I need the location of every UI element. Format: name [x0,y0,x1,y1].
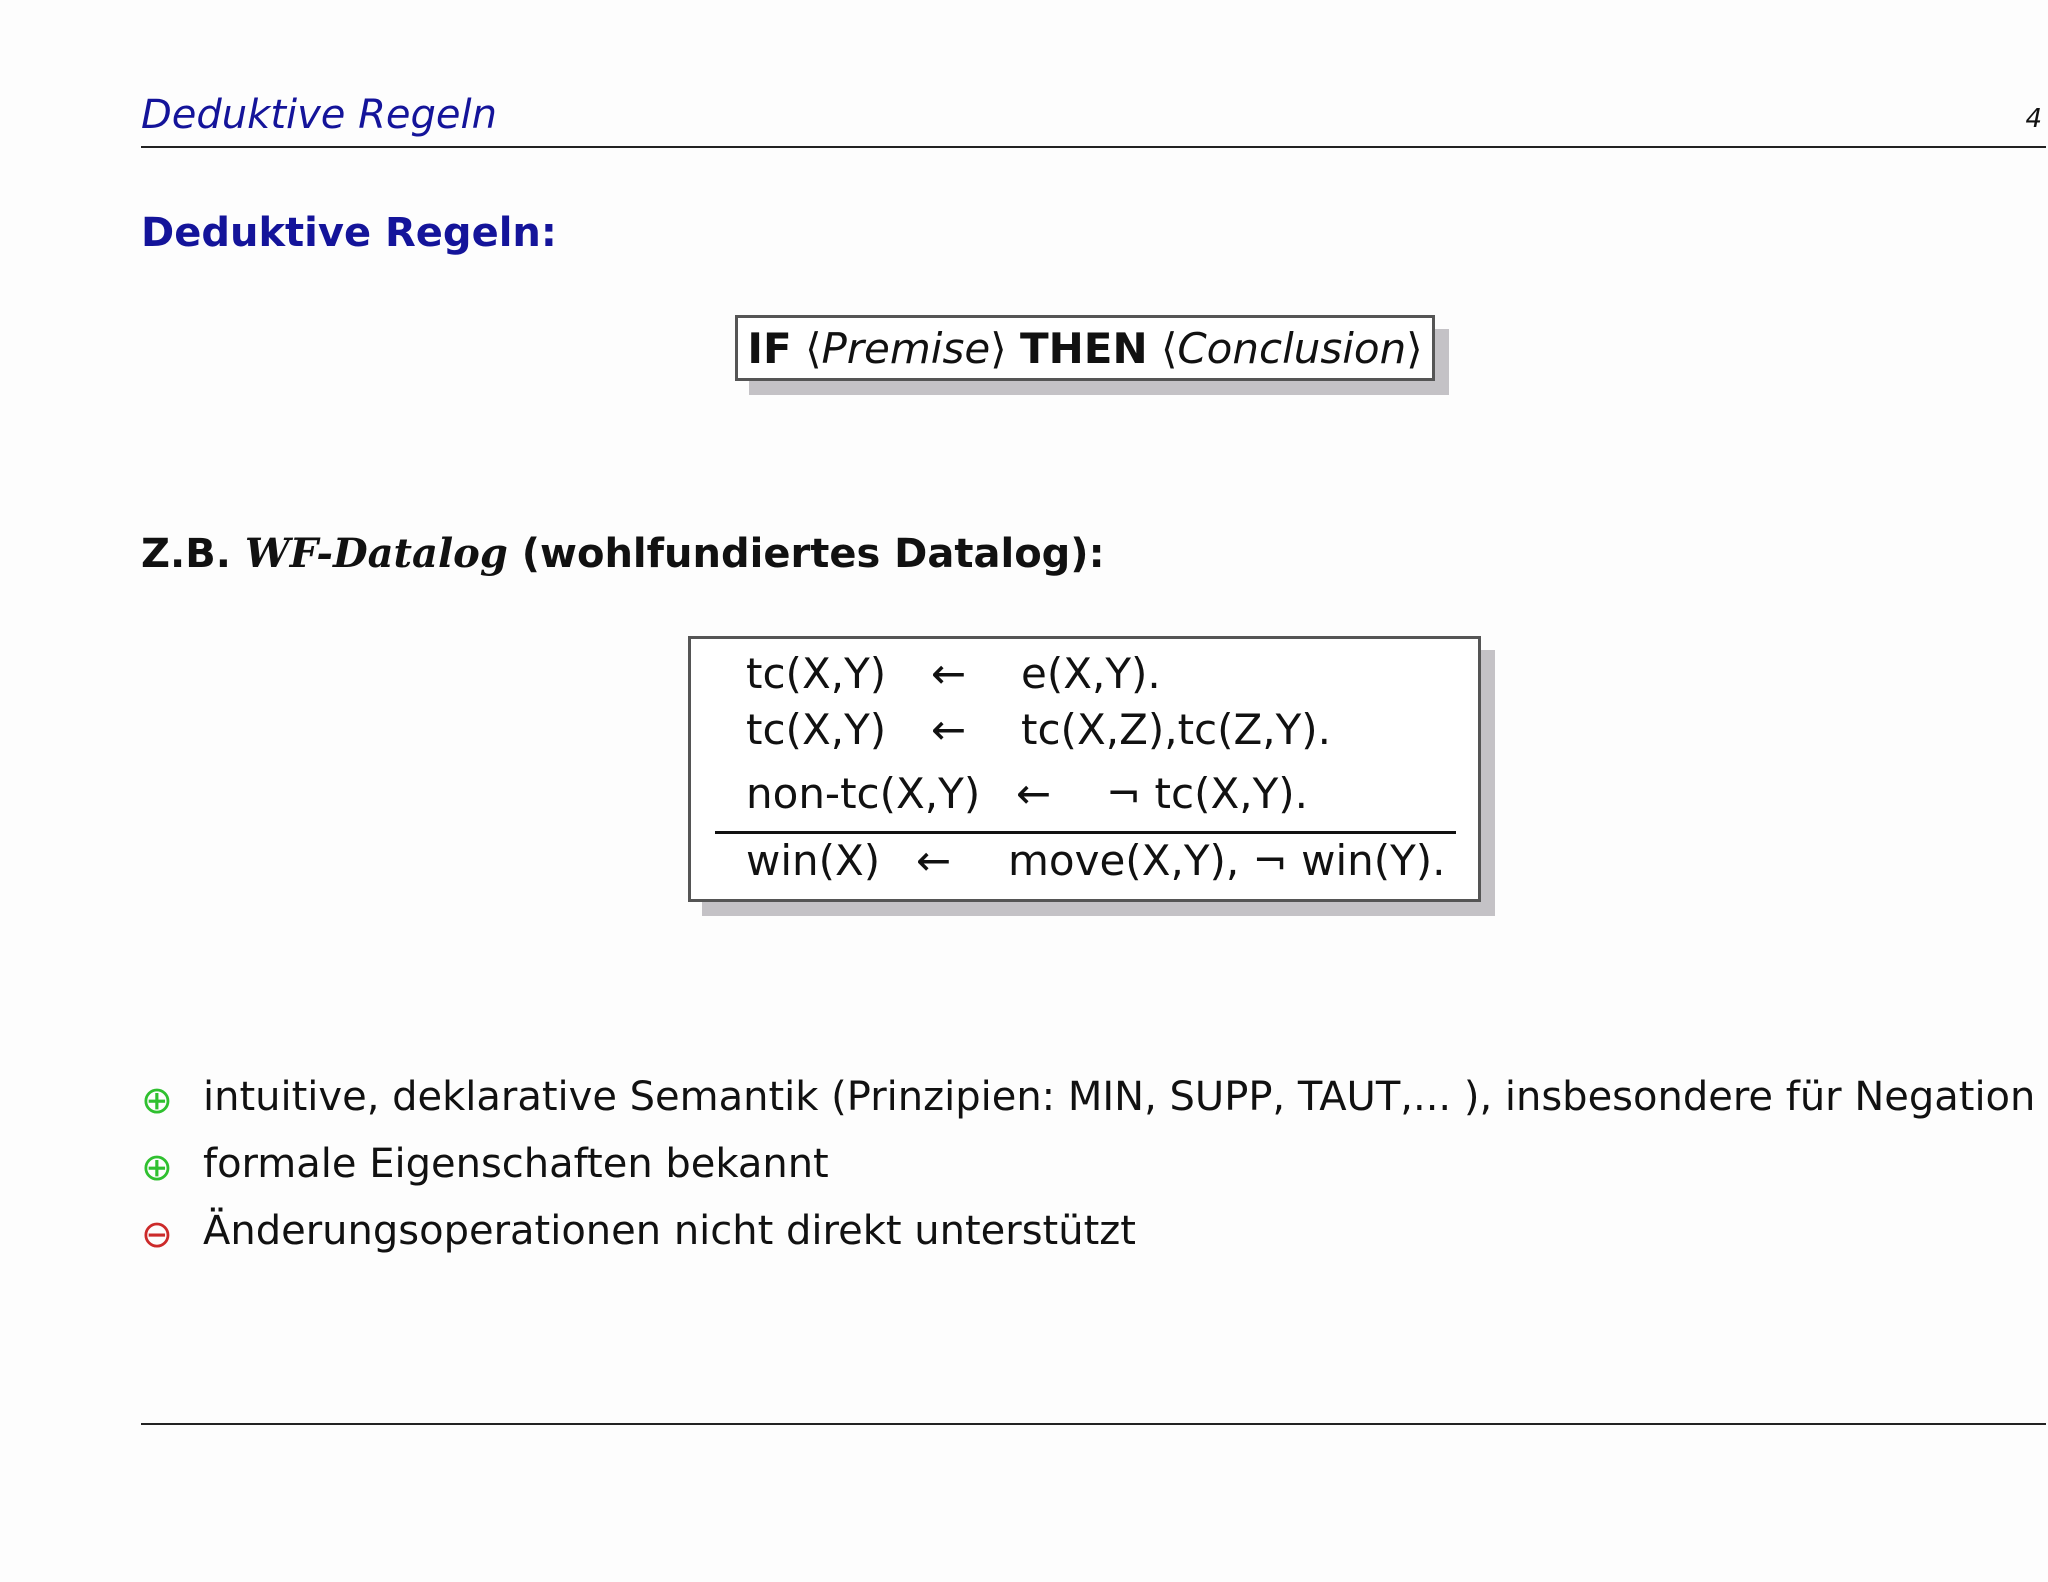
datalog-rule [746,836,1446,886]
left-angle: ⟨ [1160,323,1178,373]
left-arrow-icon: ← [931,649,967,698]
footer-rule [141,1423,2046,1425]
example-name: WF-Datalog [244,530,508,577]
conclusion-label: Conclusion [1177,323,1407,373]
rule-body: e(X,Y). [1021,649,1161,698]
rule-head: tc(X,Y) [746,705,887,754]
datalog-rule [746,705,1446,755]
if-keyword: IF [747,323,792,373]
circled-plus-icon: ⊕ [141,1145,173,1189]
circled-minus-icon: ⊖ [141,1212,173,1256]
right-angle: ⟩ [990,323,1007,373]
datalog-rule [746,769,1446,819]
rule-head: tc(X,Y) [746,649,887,698]
datalog-rules-box [688,636,1481,902]
rule-head: win(X) [746,836,881,885]
bullet-text: formale Eigenschaften bekannt [203,1141,829,1187]
rule-schema-box [735,315,1435,381]
left-angle: ⟨ [805,323,822,373]
section-title: Deduktive Regeln: [141,210,557,256]
slide-header [141,88,2046,148]
left-arrow-icon: ← [916,836,952,885]
header-title: Deduktive Regeln [141,92,497,138]
example-prefix: Z.B. [141,531,231,577]
rule-body: ¬ tc(X,Y). [1106,769,1309,818]
rule-head: non-tc(X,Y) [746,769,981,818]
example-title [141,530,1105,577]
page-number: 4 [2025,104,2042,134]
bullet-text: Änderungsoperationen nicht direkt unterstützt [203,1208,1136,1254]
rules-divider [715,831,1456,834]
example-suffix: (wohlfundiertes Datalog): [521,531,1105,577]
rule-body: tc(X,Z),tc(Z,Y). [1021,705,1332,754]
left-arrow-icon: ← [1016,769,1052,818]
bullet-text: intuitive, deklarative Semantik (Prinzipien: MIN, SUPP, TAUT,... ), insbesondere für Negation [203,1074,2036,1120]
then-keyword: THEN [1019,323,1148,373]
premise-label: Premise [821,323,991,373]
right-angle: ⟩ [1406,323,1423,373]
left-arrow-icon: ← [931,705,967,754]
rule-body: move(X,Y), ¬ win(Y). [1008,836,1446,885]
datalog-rule [746,649,1446,699]
circled-plus-icon: ⊕ [141,1078,173,1122]
